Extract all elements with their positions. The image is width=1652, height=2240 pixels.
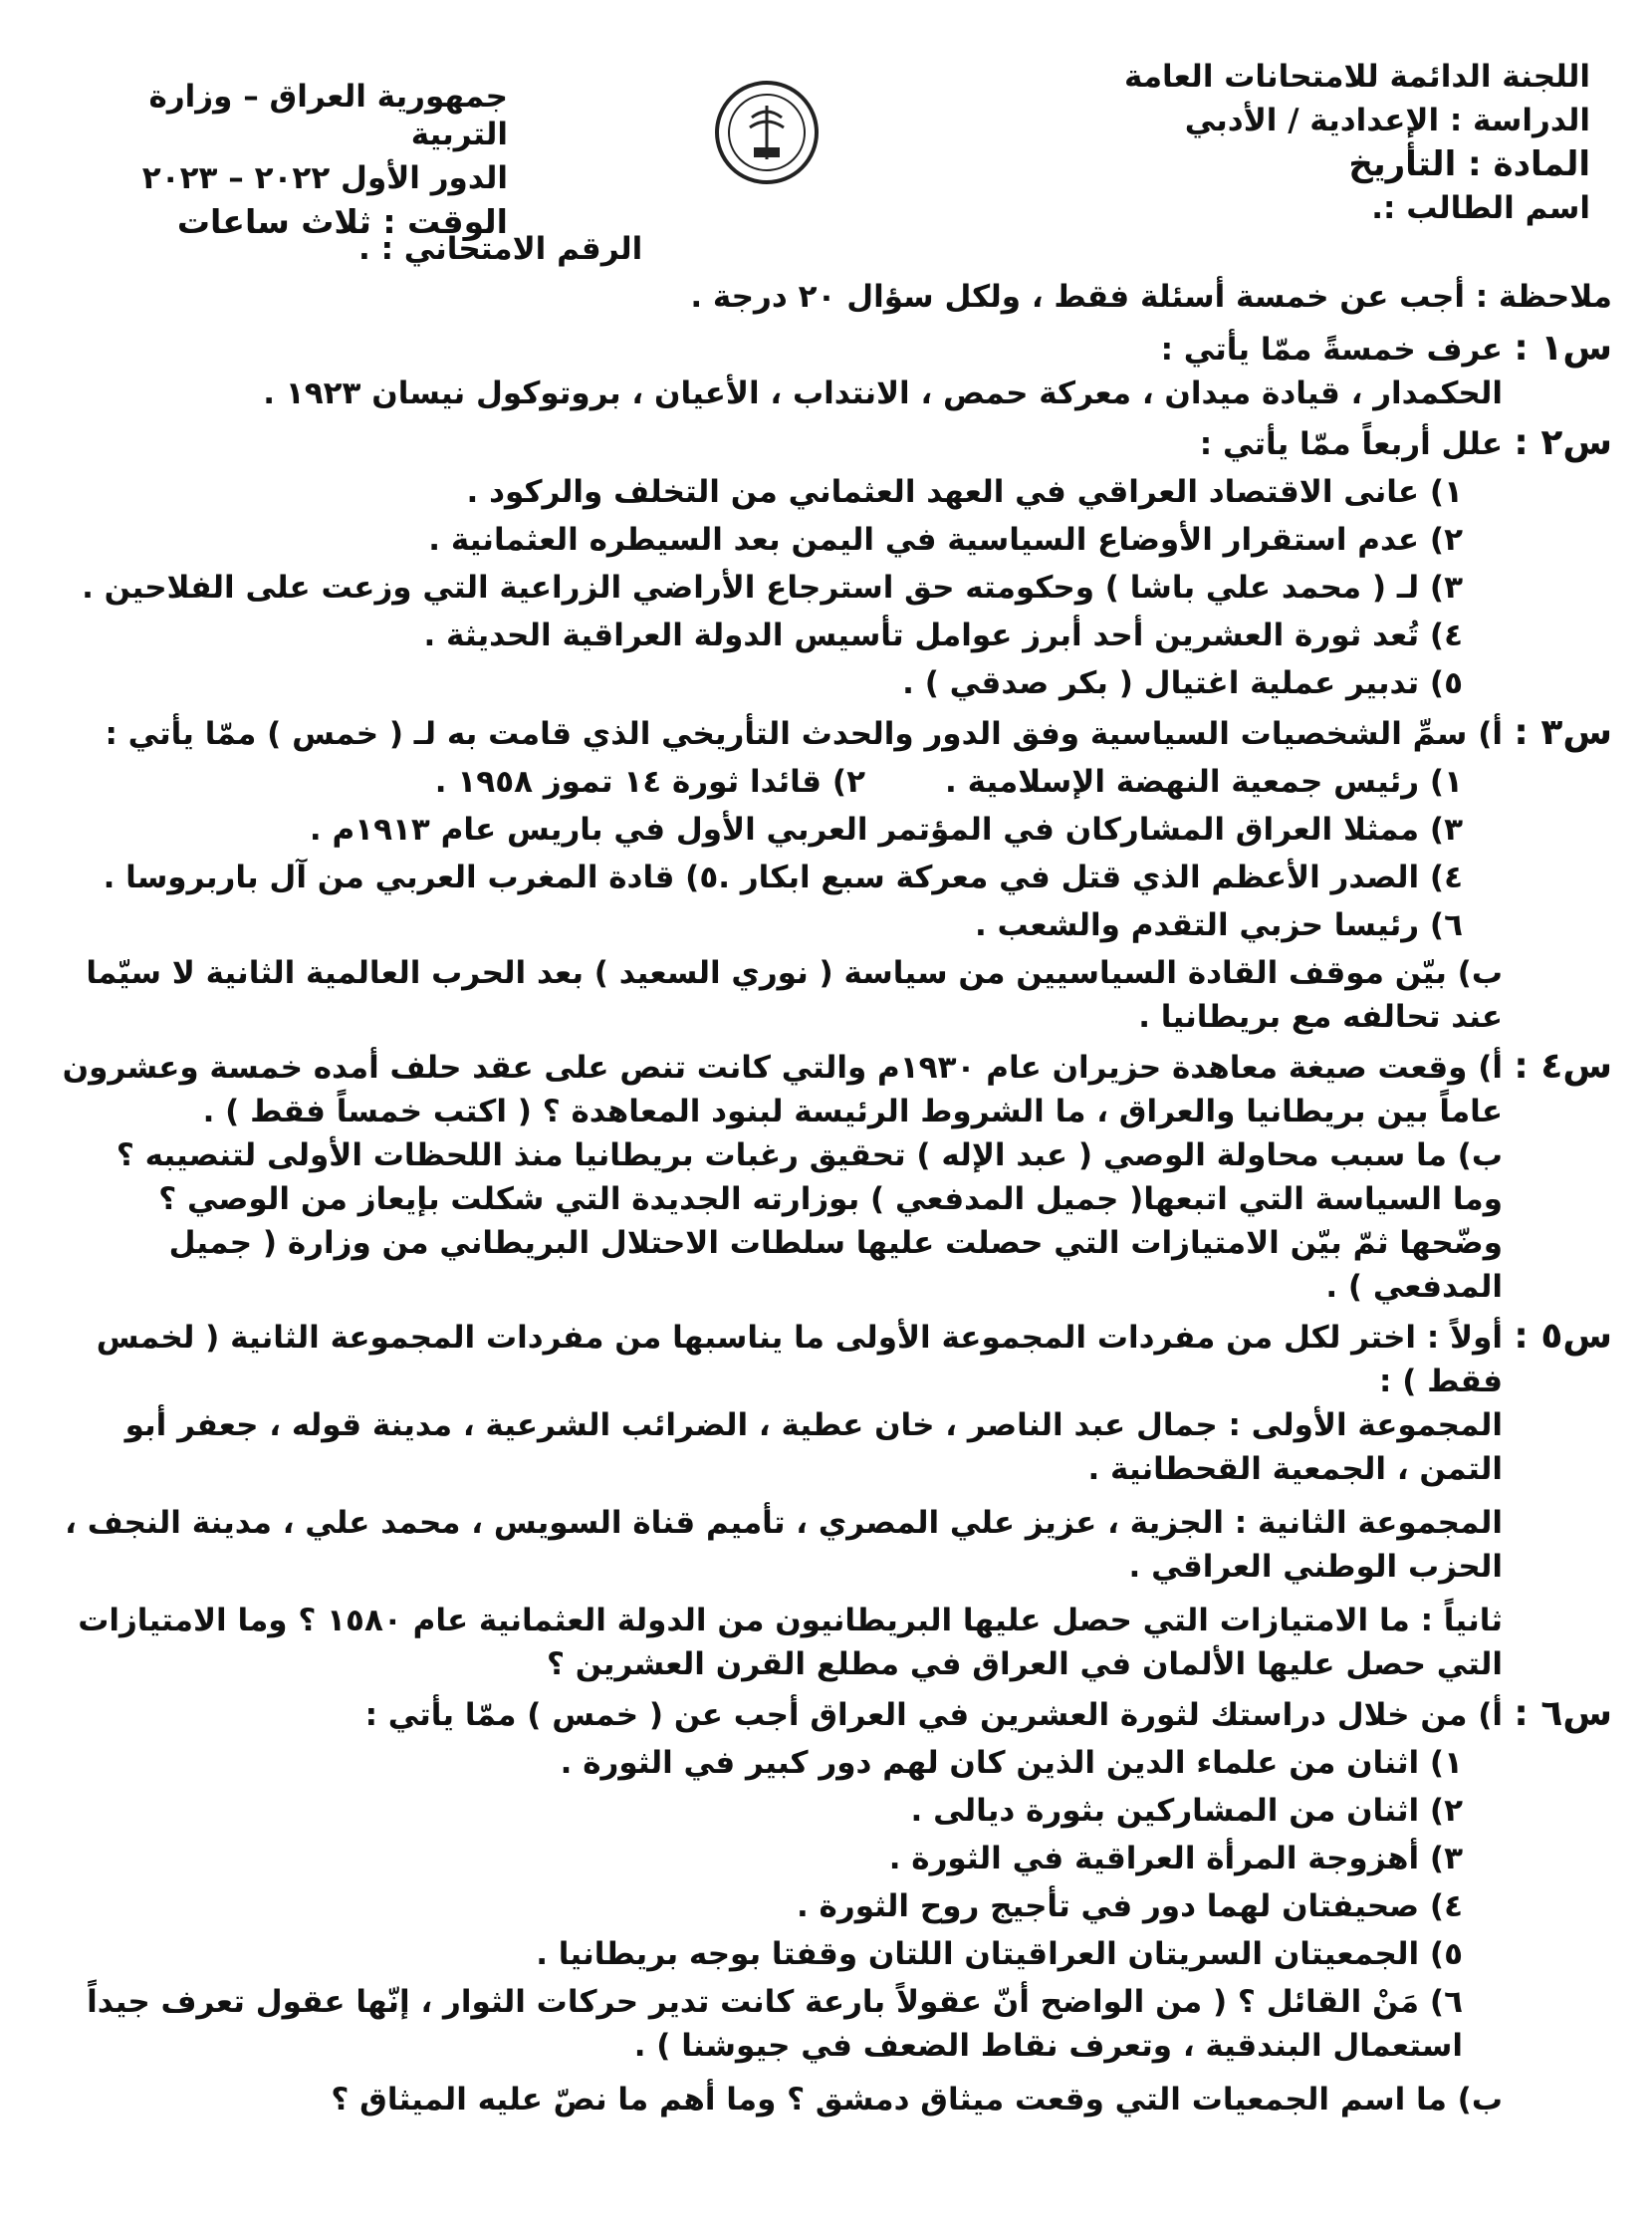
q3-item: ٥) قادة المغرب العربي من آل باربروسا . [103, 860, 719, 895]
exam-time: الوقت : ثلاث ساعات [176, 202, 508, 241]
exam-round: الدور الأول ٢٠٢٢ – ٢٠٢٣ [141, 160, 508, 196]
q1-number: س١ : [1514, 328, 1612, 369]
study-branch: الدراسة : الإعدادية / الأدبي [1184, 103, 1590, 138]
q3-item: ٦) رئيسا حزبي التقدم والشعب . [974, 907, 1463, 943]
ministry-seal-icon [712, 78, 822, 187]
exam-number-label: الرقم الامتحاني : . [358, 231, 643, 267]
q6-part-b: ب) ما اسم الجمعيات التي وقعت ميثاق دمشق ؟ وما أهم ما نصّ عليه الميثاق ؟ [331, 2082, 1503, 2117]
q5-number: س٥ : [1514, 1316, 1612, 1357]
q4-part-a: أ) وقعت صيغة معاهدة حزيران عام ١٩٣٠م والتي كانت تنص على عقد حلف أمده خمسة وعشرون عاماً بين بريطانيا والعراق ، ما الشروط الرئيسة لبنود المعاهدة ؟ ( اكتب خمساً فقط ) . [62, 1050, 1503, 1129]
q2-text: علل أربعاً ممّا يأتي : [1199, 426, 1503, 462]
exam-body [59, 275, 1612, 2121]
q2-item: ٢) عدم استقرار الأوضاع السياسية في اليمن بعد السيطره العثمانية . [428, 522, 1463, 558]
q3-item: ٣) ممثلا العراق المشاركان في المؤتمر العربي الأول في باريس عام ١٩١٣م . [309, 812, 1463, 848]
q2-item: ٤) تُعد ثورة العشرين أحد أبرز عوامل تأسيس الدولة العراقية الحديثة . [423, 618, 1463, 653]
q2-item: ٣) لـ ( محمد علي باشا ) وحكومته حق استرجاع الأراضي الزراعية التي وزعت على الفلاحين . [82, 570, 1463, 606]
subject: المادة : التأريخ [1348, 144, 1590, 184]
q3-number: س٣ : [1514, 712, 1612, 753]
q2-number: س٢ : [1514, 422, 1612, 463]
q5-first: أولاً : اختر لكل من مفردات المجموعة الأولى ما يناسبها من مفردات المجموعة الثانية ( لخمس فقط ) : [96, 1320, 1503, 1399]
q3-part-b: ب) بيّن موقف القادة السياسيين من سياسة ( نوري السعيد ) بعد الحرب العالمية الثانية لا سيّما عند تحالفه مع بريطانيا . [86, 955, 1503, 1035]
ministry-title: جمهورية العراق – وزارة التربية [148, 79, 508, 152]
question-4 [59, 1045, 1612, 1309]
question-6 [59, 1692, 1612, 2121]
q6-item: ١) اثنان من علماء الدين الذين كان لهم دور كبير في الثورة . [560, 1745, 1463, 1781]
question-2 [59, 421, 1612, 705]
q3-item: ٢) قائدا ثورة ١٤ تموز ١٩٥٨ . [434, 764, 865, 800]
header-left [129, 78, 508, 247]
student-name-label: اسم الطالب :. [1371, 190, 1590, 226]
question-5 [59, 1315, 1612, 1686]
exam-note: ملاحظة : أجب عن خمسة أسئلة فقط ، ولكل سؤال ٢٠ درجة . [690, 279, 1612, 315]
q6-number: س٦ : [1514, 1693, 1612, 1734]
q5-group-1: المجموعة الأولى : جمال عبد الناصر ، خان عطية ، الضرائب الشرعية ، مدينة قوله ، جعفر أبو التمن ، الجمعية القحطانية . [124, 1407, 1503, 1487]
q2-item: ١) عانى الاقتصاد العراقي في العهد العثماني من التخلف والركود . [466, 474, 1463, 510]
q1-text: عرف خمسةً ممّا يأتي : [1160, 332, 1503, 368]
q3-item: ٤) الصدر الأعظم الذي قتل في معركة سبع ابكار . [718, 860, 1463, 895]
q3-item: ١) رئيس جمعية النهضة الإسلامية . [945, 764, 1463, 800]
q6-part-a: أ) من خلال دراستك لثورة العشرين في العراق أجب عن ( خمس ) ممّا يأتي : [364, 1697, 1503, 1733]
q6-item: ٥) الجمعيتان السريتان العراقيتان اللتان وقفتا بوجه بريطانيا . [536, 1936, 1463, 1972]
q4-number: س٤ : [1514, 1046, 1612, 1087]
q4-part-b: ب) ما سبب محاولة الوصي ( عبد الإله ) تحقيق رغبات بريطانيا منذ اللحظات الأولى لتنصيبه ؟ وما السياسة التي اتبعها( جميل المدفعي ) بوزارته الجديدة التي شكلت بإيعاز من الوصي ؟ وضّحها ثمّ بيّن الامتيازات التي حصلت عليها سلطات الاحتلال البريطاني من وزارة ( جميل المدفعي ) . [116, 1137, 1503, 1305]
q5-second: ثانياً : ما الامتيازات التي حصل عليها البريطانيون من الدولة العثمانية عام ١٥٨٠ ؟ وما الامتيازات التي حصل عليها الألمان في العراق في مطلع القرن العشرين ؟ [78, 1603, 1503, 1682]
question-1 [59, 327, 1612, 415]
header-right [1124, 58, 1590, 233]
q6-item: ٤) صحيفتان لهما دور في تأجيج روح الثورة . [796, 1888, 1463, 1924]
q1-terms: الحكمدار ، قيادة ميدان ، معركة حمص ، الانتداب ، الأعيان ، بروتوكول نيسان ١٩٢٣ . [263, 375, 1503, 411]
q6-item: ٦) مَنْ القائل ؟ ( من الواضح أنّ عقولاً بارعة كانت تدير حركات الثوار ، إنّها عقول تعرف جيداً استعمال البندقية ، وتعرف نقاط الضعف في جيوشنا ) . [87, 1984, 1463, 2064]
q5-group-2: المجموعة الثانية : الجزية ، عزيز علي المصري ، تأميم قناة السويس ، محمد علي ، مدينة النجف ، الحزب الوطني العراقي . [65, 1505, 1503, 1585]
q2-item: ٥) تدبير عملية اغتيال ( بكر صدقي ) . [902, 665, 1463, 701]
committee-title: اللجنة الدائمة للامتحانات العامة [1124, 59, 1590, 95]
q6-item: ٢) اثنان من المشاركين بثورة ديالى . [910, 1793, 1463, 1829]
q3-part-a: أ) سمِّ الشخصيات السياسية وفق الدور والحدث التأريخي الذي قامت به لـ ( خمس ) ممّا يأتي : [105, 716, 1503, 752]
q6-item: ٣) أهزوجة المرأة العراقية في الثورة . [888, 1841, 1463, 1876]
question-3 [59, 711, 1612, 1039]
